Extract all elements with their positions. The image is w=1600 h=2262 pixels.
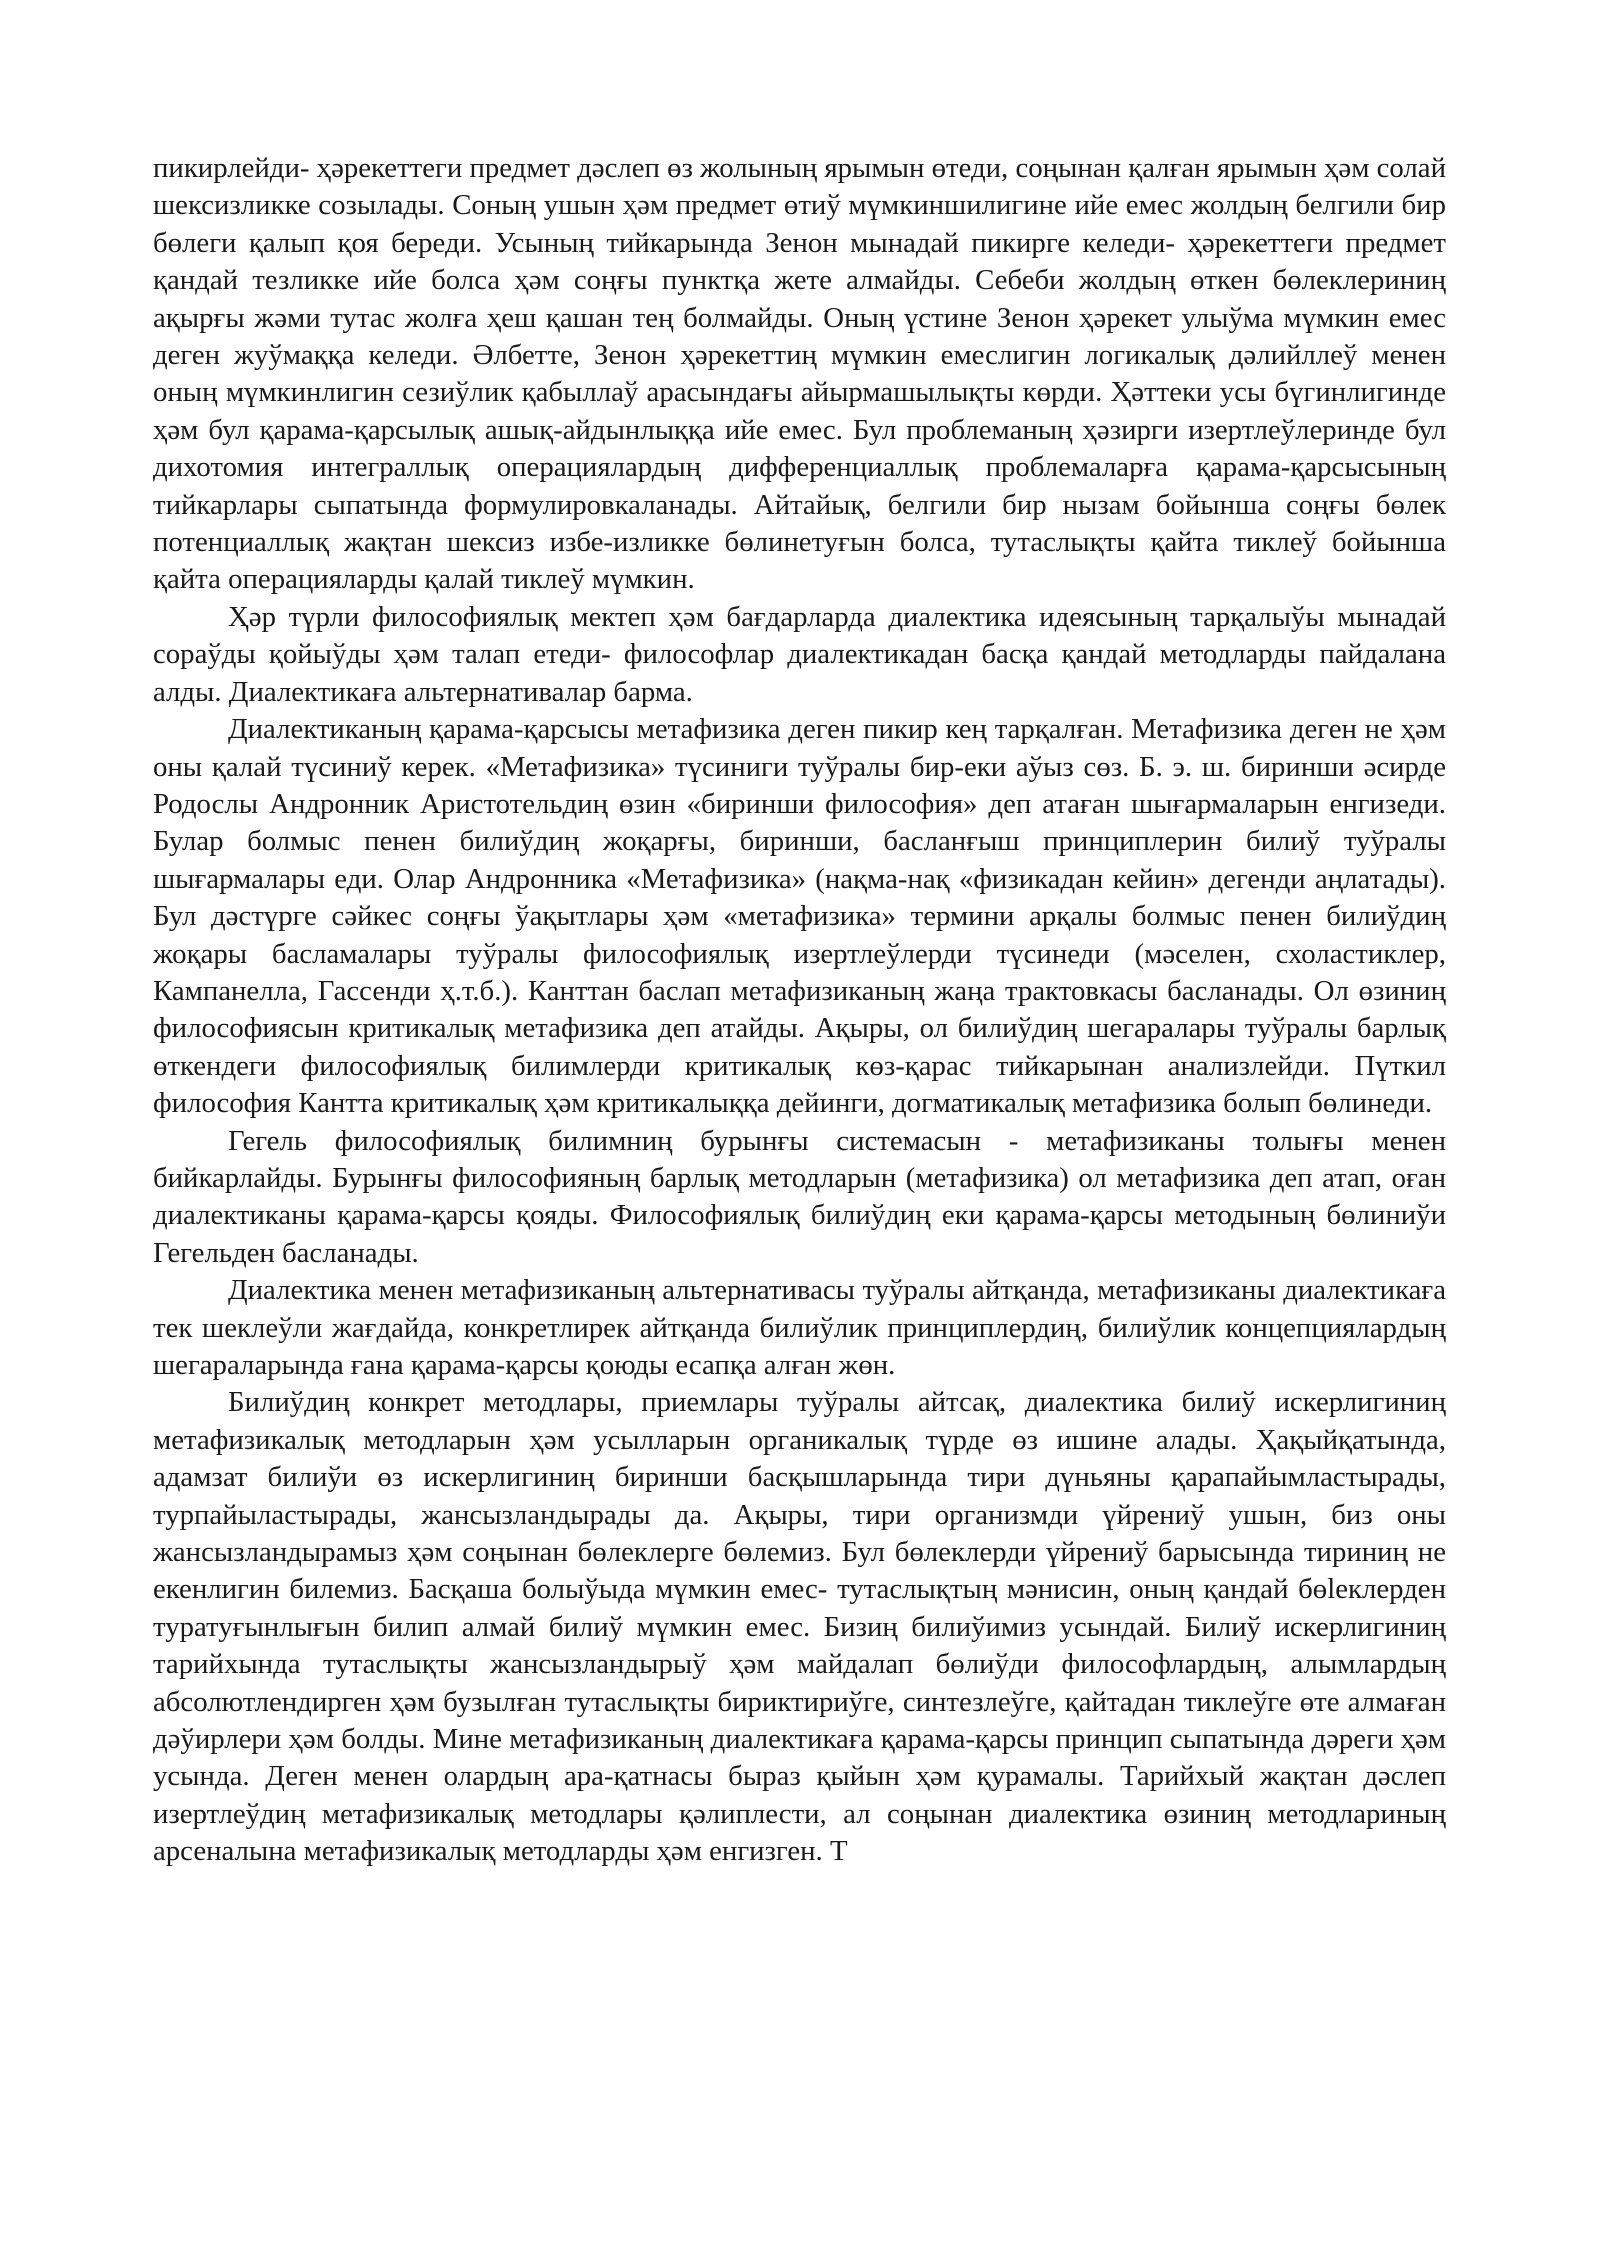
paragraph: пикирлейди- ҳәрекеттеги предмет дәслеп өз жолының ярымын өтеди, соңынан қалған ярымын ҳәм солай шексизликке созылады. Соның ушын ҳәм предмет өтиў мүмкиншилигине ийе емес жолдың белгили бир бөлеги қалып қоя береди. Усының тийкарында Зенон мынадай пикирге келеди- ҳәрекеттеги предмет қандай тезликке ийе болса ҳәм соңғы пунктқа жете алмайды. Себеби жолдың өткен бөлеклериниң ақырғы жәми тутас жолға ҳеш қашан тең болмайды. Оның үстине Зенон ҳәрекет улыўма мүмкин емес деген жуўмаққа келеди. Әлбетте, Зенон ҳәрекеттиң мүмкин емеслигин логикалық дәлийллеў менен оның мүмкинлигин сезиўлик қабыллаў арасындағы айырмашылықты көрди. Ҳәттеки усы бүгинлигинде ҳәм бул қарама-қарсылық ашық-айдынлыққа ийе емес. Бул проблеманың ҳәзирги изертлеўлеринде бул дихотомия интеграллық операциялардың дифференциаллық проблемаларға қарама-қарсысының тийкарлары сыпатында формулировкаланады. Айтайық, белгили бир нызам бойынша соңғы бөлек потенциаллық жақтан шексиз избе-изликке бөлинетуғын болса, тутаслықты қайта тиклеў бойынша қайта операцияларды қалай тиклеў мүмкин. <box>153 152 1446 596</box>
paragraph: Гегель философиялық билимниң бурынғы системасын - метафизиканы толығы менен бийкарлайды. Бурынғы философияның барлық методларын (метафизика) ол метафизика деп атап, оған диалектиканы қарама-қарсы қояды. Философиялық билиўдиң еки қарама-қарсы методының бөлиниўи Гегельден басланады. <box>153 1124 1446 1269</box>
paragraph: Диалектика менен метафизиканың альтернативасы туўралы айтқанда, метафизиканы диалектикаға тек шеклеўли жағдайда, конкретлирек айтқанда билиўлик принциплердиң, билиўлик концепциялардың шегараларында ғана қарама-қарсы қоюды есапқа алған жөн. <box>153 1274 1446 1381</box>
paragraph: Билиўдиң конкрет методлары, приемлары туўралы айтсақ, диалектика билиў искерлигиниң метафизикалық методларын ҳәм усылларын органикалық түрде өз ишине алады. Ҳақыйқатында, адамзат билиўи өз искерлигиниң биринши басқышларында тири дүньяны қарапайымластырады, турпайыластырады, жансызландырады да. Ақыры, тири организмди үйрениў ушын, биз оны жансызландырамыз ҳәм соңынан бөлеклерге бөлемиз. Бул бөлеклерди үйрениў барысында тириниң не екенлигин билемиз. Басқаша болыўыда мүмкин емес- тутаслықтың мәнисин, оның қандай бөleклерден туратуғынлығын билип алмай билиў мүмкин емес. Бизиң билиўимиз усындай. Билиў искерлигиниң тарийхында тутаслықты жансызландырыў ҳәм майдалап бөлиўди философлардың, алымлардың абсолютлендирген ҳәм бузылған тутаслықты бириктириўге, синтезлеўге, қайтадан тиклеўге өте алмаған дәўирлери ҳәм болды. Мине метафизиканың диалектикаға қарама-қарсы принцип сыпатында дәреги ҳәм усында. Деген менен олардың ара-қатнасы быраз қыйын ҳәм қурамалы. Тарийхый жақтан дәслеп изертлеўдиң метафизикалық методлары қәлиплести, ал соңынан диалектика өзиниң методлариның арсеналына метафизикалық методларды ҳәм енгизген. Т <box>153 1386 1446 1868</box>
paragraph: Диалектиканың қарама-қарсысы метафизика деген пикир кең тарқалған. Метафизика деген не ҳәм оны қалай түсиниў керек. «Метафизика» түсиниги туўралы бир-еки аўыз сөз. Б. э. ш. биринши әсирде Родослы Андронник Аристотельдиң өзин «биринши философия» деп атаған шығармаларын енгизеди. Булар болмыс пенен билиўдиң жоқарғы, биринши, басланғыш принциплерин билиў туўралы шығармалары еди. Олар Андронника «Метафизика» (нақма-нақ «физикадан кейин» дегенди аңлатады). Бул дәстүрге сәйкес соңғы ўақытлары ҳәм «метафизика» термини арқалы болмыс пенен билиўдиң жоқары басламалары туўралы философиялық изертлеўлерди түсинеди (мәселен, схоластиклер, Кампанелла, Гассенди ҳ.т.б.). Канттан баслап метафизиканың жаңа трактовкасы басланады. Ол өзиниң философиясын критикалық метафизика деп атайды. Ақыры, ол билиўдиң шегаралары туўралы барлық өткендеги философиялық билимлерди критикалық көз-қарас тийкарынан анализлейди. Пүткил философия Кантта критикалық ҳәм критикалыққа дейинги, догматикалық метафизика болып бөлинеди. <box>153 713 1446 1120</box>
paragraph: Ҳәр түрли философиялық мектеп ҳәм бағдарларда диалектика идеясының тарқалыўы мынадай сораўды қойыўды ҳәм талап етеди- философлар диалектикадан басқа қандай методларды пайдалана алды. Диалектикаға альтернативалар барма. <box>153 600 1446 708</box>
document-page <box>153 150 1446 1871</box>
